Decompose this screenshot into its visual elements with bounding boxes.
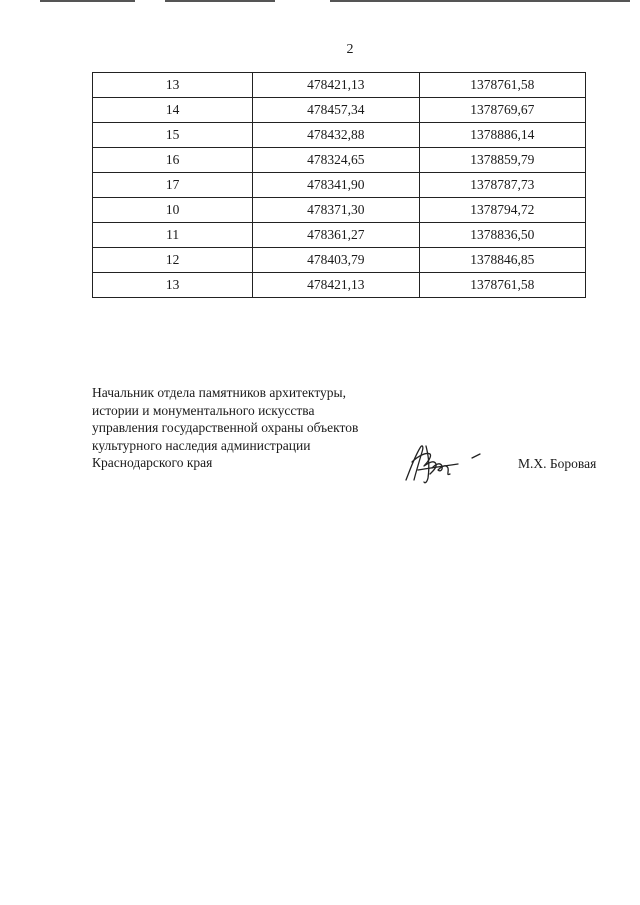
position-line: культурного наследия администрации xyxy=(92,437,311,453)
scan-edge-mark xyxy=(40,0,135,2)
point-number-cell: 14 xyxy=(93,98,253,123)
y-coordinate-cell: 1378846,85 xyxy=(419,248,585,273)
position-line: управления государственной охраны объектов xyxy=(92,420,359,435)
point-number-cell: 16 xyxy=(93,148,253,173)
handwritten-signature xyxy=(400,440,490,488)
point-number-cell: 15 xyxy=(93,123,253,148)
point-number-cell: 17 xyxy=(93,173,253,198)
position-line: Краснодарского края xyxy=(92,455,213,470)
signatory-position xyxy=(92,384,402,472)
scan-edge-mark xyxy=(330,0,630,2)
table-row xyxy=(93,223,586,248)
x-coordinate-cell: 478457,34 xyxy=(253,98,419,123)
point-number-cell: 10 xyxy=(93,198,253,223)
x-coordinate-cell: 478403,79 xyxy=(253,248,419,273)
x-coordinate-cell: 478421,13 xyxy=(253,273,419,298)
y-coordinate-cell: 1378886,14 xyxy=(419,123,585,148)
point-number-cell: 11 xyxy=(93,223,253,248)
position-line: Начальник отдела памятников архитектуры, xyxy=(92,385,346,400)
y-coordinate-cell: 1378769,67 xyxy=(419,98,585,123)
x-coordinate-cell: 478341,90 xyxy=(253,173,419,198)
table-row xyxy=(93,98,586,123)
y-coordinate-cell: 1378836,50 xyxy=(419,223,585,248)
x-coordinate-cell: 478421,13 xyxy=(253,73,419,98)
page-number: 2 xyxy=(346,42,354,57)
y-coordinate-cell: 1378787,73 xyxy=(419,173,585,198)
y-coordinate-cell: 1378794,72 xyxy=(419,198,585,223)
point-number-cell: 13 xyxy=(93,273,253,298)
point-number-cell: 13 xyxy=(93,73,253,98)
x-coordinate-cell: 478324,65 xyxy=(253,148,419,173)
position-line: истории и монументального искусства xyxy=(92,402,315,418)
table-row xyxy=(93,198,586,223)
point-number-cell: 12 xyxy=(93,248,253,273)
x-coordinate-cell: 478361,27 xyxy=(253,223,419,248)
scan-edge-mark xyxy=(165,0,275,2)
table-row xyxy=(93,123,586,148)
table-row xyxy=(93,148,586,173)
x-coordinate-cell: 478371,30 xyxy=(253,198,419,223)
y-coordinate-cell: 1378761,58 xyxy=(419,273,585,298)
table-row xyxy=(93,173,586,198)
table-row xyxy=(93,248,586,273)
y-coordinate-cell: 1378761,58 xyxy=(419,73,585,98)
table-row xyxy=(93,273,586,298)
x-coordinate-cell: 478432,88 xyxy=(253,123,419,148)
table-row xyxy=(93,73,586,98)
y-coordinate-cell: 1378859,79 xyxy=(419,148,585,173)
signer-name: М.Х. Боровая xyxy=(518,456,597,471)
coordinates-table xyxy=(92,72,586,298)
